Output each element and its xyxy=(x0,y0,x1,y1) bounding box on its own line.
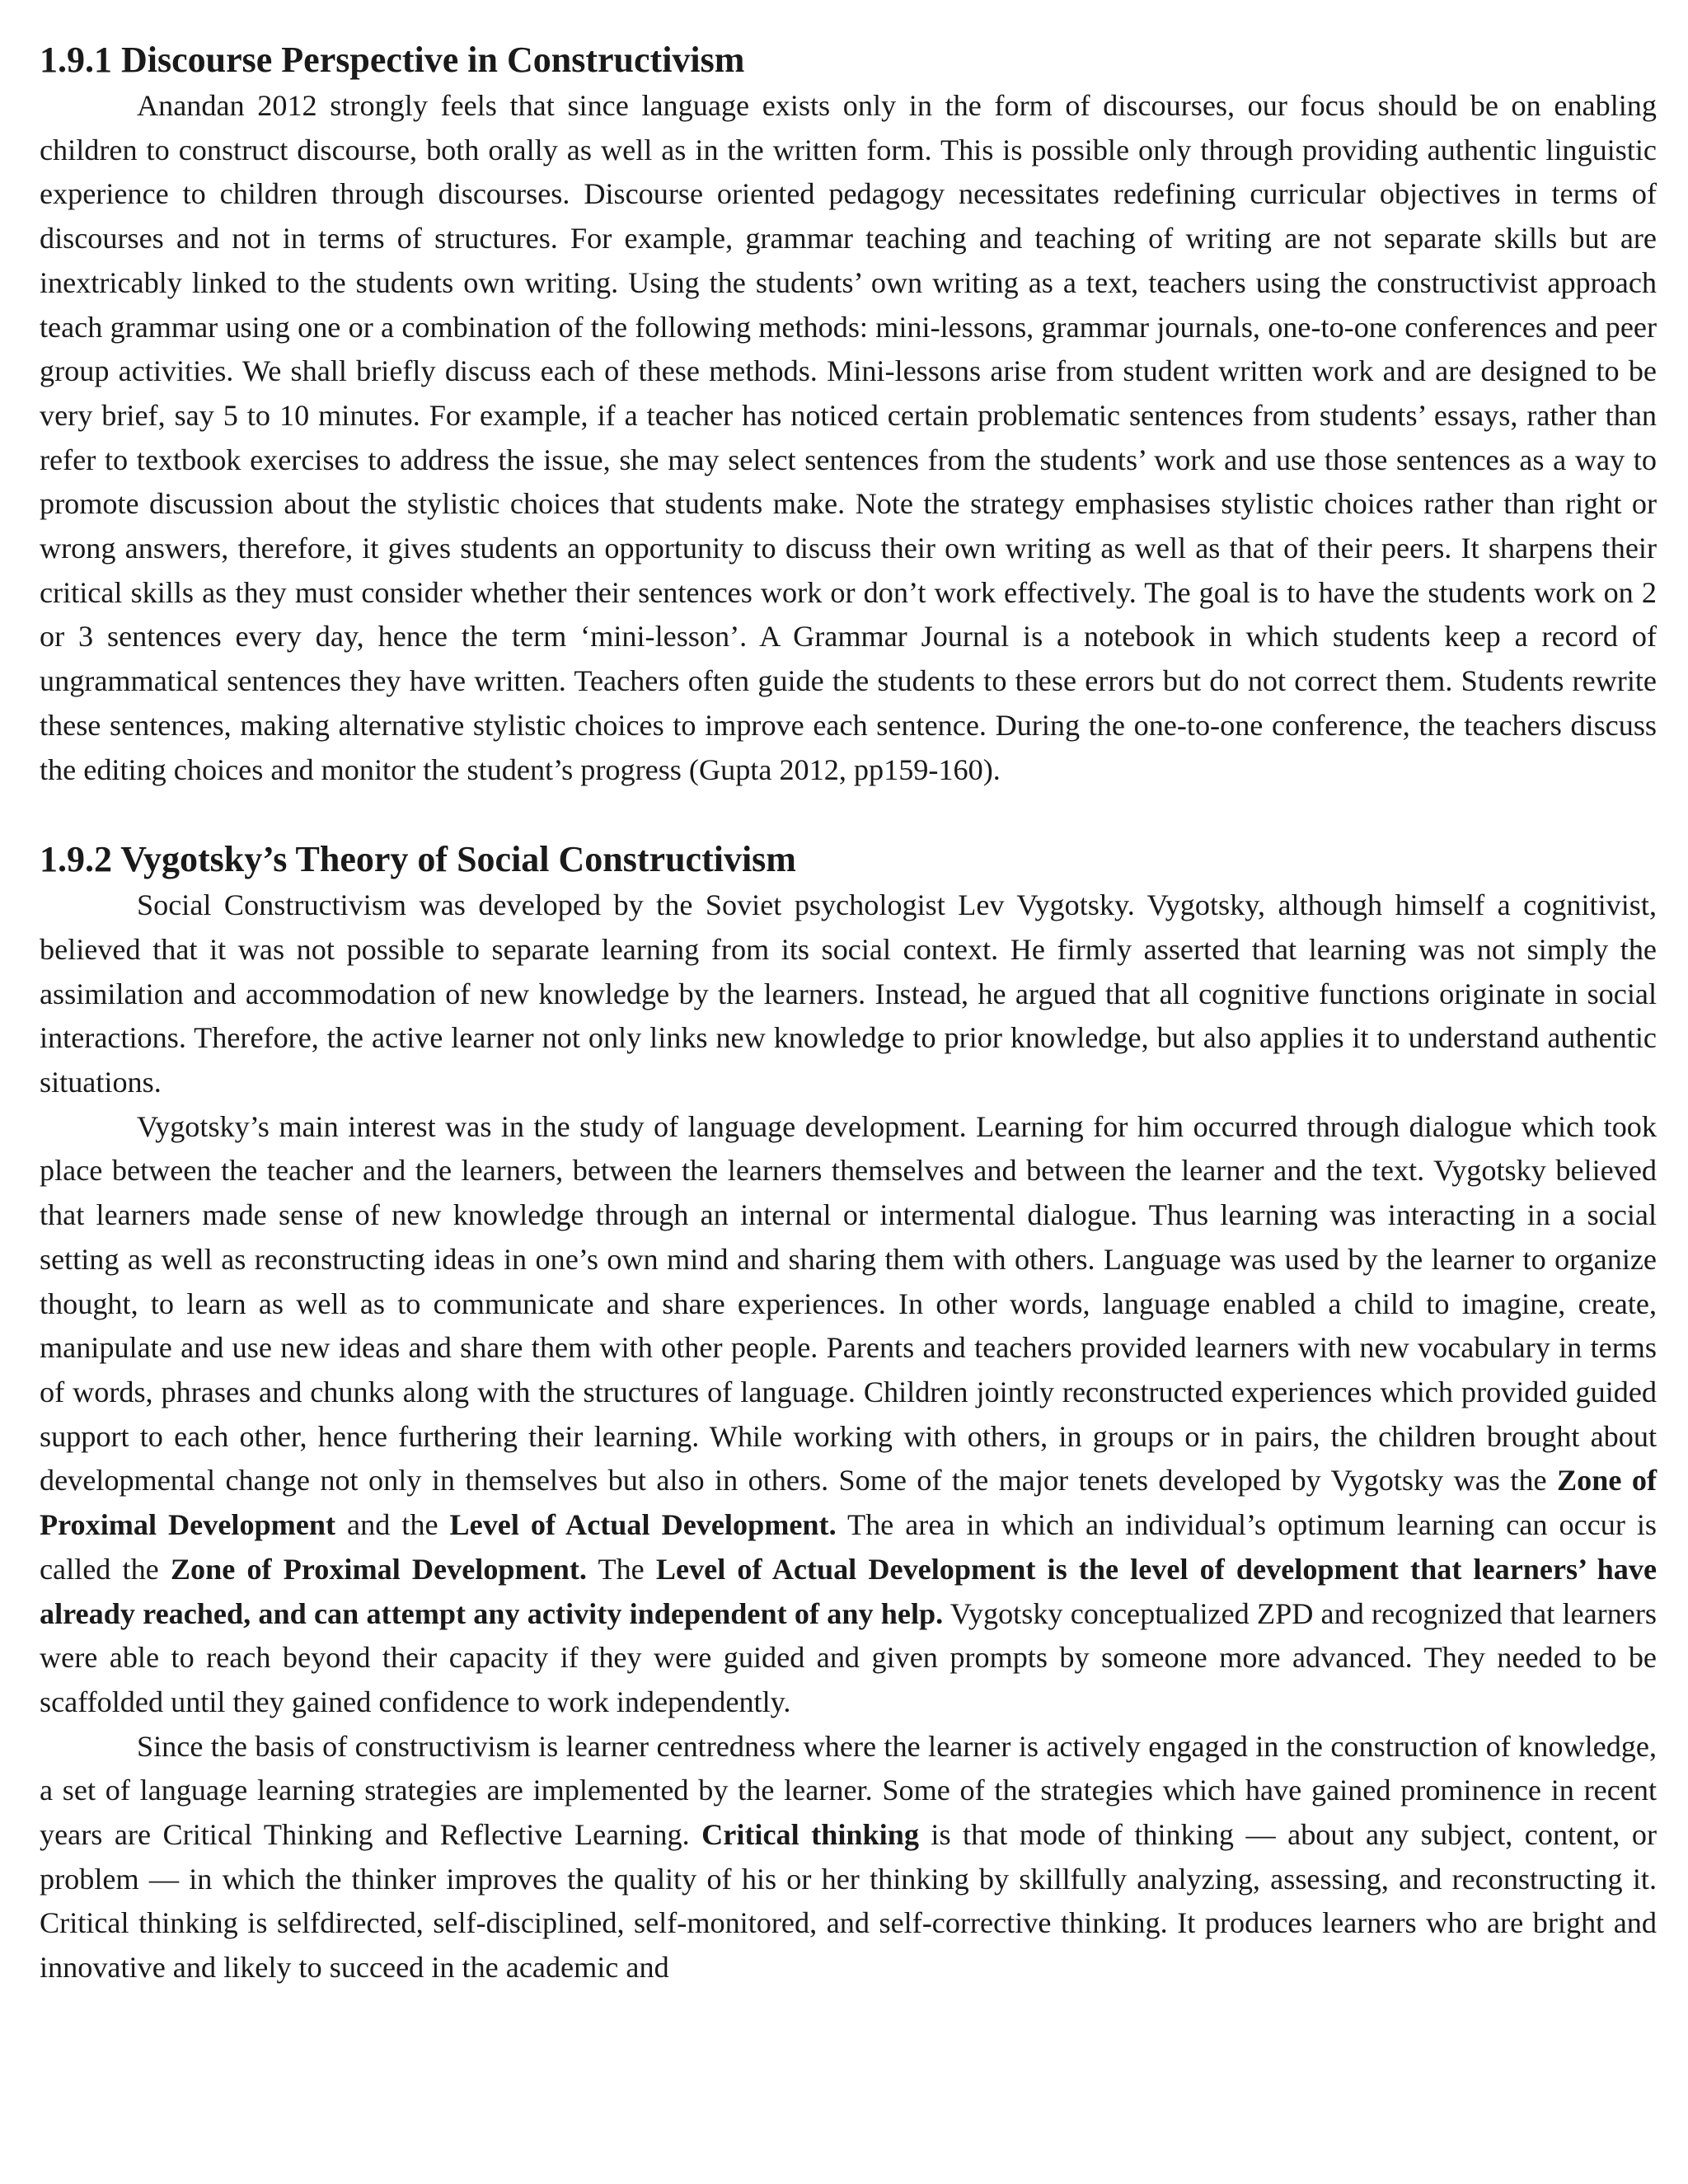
text-run: Vygotsky conceptualized ZPD and recognized that learners were able to reach beyond their capacity if they were guided and given prompts by someone more advanced. They needed to be scaffolded until they gained confidence to work independently. xyxy=(40,1596,1657,1718)
text-run: The area in which an individual’s optimum learning can occur is called the xyxy=(40,1508,1658,1586)
bold-term: Zone of Proximal Development xyxy=(40,1464,1658,1542)
section-spacer xyxy=(40,792,1657,836)
section-heading: 1.9.1 Discourse Perspective in Constructivism xyxy=(40,40,745,80)
section-social-constructivism xyxy=(40,836,1657,1990)
text-run: Social Constructivism was developed by the Soviet psychologist Lev Vygotsky. Vygotsky, although himself a cognitivist, believed that it was not possible to separate learning from its social context. He firmly asserted that learning was not simply the assimilation and accommodation of new knowledge by the learners. Instead, he argued that all cognitive functions originate in social interactions. Therefore, the active learner not only links new knowledge to prior knowledge, but also applies it to understand authentic situations. xyxy=(40,888,1657,1099)
bold-term: Critical thinking xyxy=(701,1818,919,1852)
paragraph xyxy=(40,1105,1657,1725)
text-run: The xyxy=(586,1552,656,1586)
text-run: is that mode of thinking — about any subject, content, or problem — in which the thinker improves the quality of his or her thinking by skillfully analyzing, assessing, and reconstructing it. Critical thinking is selfdirected, self-disciplined, self-monitored, and self-corrective thinking. It produces learners who are bright and innovative and likely to succeed in the academic and xyxy=(40,1818,1657,1985)
text-run: Since the basis of constructivism is learner centredness where the learner is actively engaged in the construction of knowledge, a set of language learning strategies are implemented by the learner. Some of the strategies which have gained prominence in recent years are Critical Thinking and Reflective Learning. xyxy=(40,1729,1657,1852)
paragraph xyxy=(40,1725,1657,1990)
document-page xyxy=(40,36,1657,1990)
bold-term: Zone of Proximal Development. xyxy=(170,1552,587,1586)
text-run: Vygotsky’s main interest was in the study of language development. Learning for him occurred through dialogue which took place between the teacher and the learners, between the learners themselves and between the learner and the text. Vygotsky believed that learners made sense of new knowledge through an internal or intermental dialogue. Thus learning was interacting in a social setting as well as reconstructing ideas in one’s own mind and sharing them with others. Language was used by the learner to organize thought, to learn as well as to communicate and share experiences. In other words, language enabled a child to imagine, create, manipulate and use new ideas and share them with other people. Parents and teachers provided learners with new vocabulary in terms of words, phrases and chunks along with the structures of language. Children jointly reconstructed experiences which provided guided support to each other, hence furthering their learning. While working with others, in groups or in pairs, the children brought about developmental change not only in themselves but also in others. Some of the major tenets developed by Vygotsky was the xyxy=(40,1109,1657,1497)
section-heading: 1.9.2 Vygotsky’s Theory of Social Constructivism xyxy=(40,839,796,880)
paragraph xyxy=(40,883,1657,1105)
section-discourse-perspective xyxy=(40,36,1657,792)
bold-definition: Level of Actual Development is the level of development that learners’ have already reached, and can attempt any activity independent of any help. xyxy=(40,1552,1658,1630)
bold-term: Level of Actual Development. xyxy=(449,1508,837,1542)
text-run: Anandan 2012 strongly feels that since language exists only in the form of discourses, our focus should be on enabling children to construct discourse, both orally as well as in the written form. This is possible only through providing authentic linguistic experience to children through discourses. Discourse oriented pedagogy necessitates redefining curricular objectives in terms of discourses and not in terms of structures. For example, grammar teaching and teaching of writing are not separate skills but are inextricably linked to the students own writing. Using the students’ own writing as a text, teachers using the constructivist approach teach grammar using one or a combination of the following methods: mini-lessons, grammar journals, one-to-one conferences and peer group activities. We shall briefly discuss each of these methods. Mini-lessons arise from student written work and are designed to be very brief, say 5 to 10 minutes. For example, if a teacher has noticed certain problematic sentences from students’ essays, rather than refer to textbook exercises to address the issue, she may select sentences from the students’ work and use those sentences as a way to promote discussion about the stylistic choices that students make. Note the strategy emphasises stylistic choices rather than right or wrong answers, therefore, it gives students an opportunity to discuss their own writing as well as that of their peers. It sharpens their critical skills as they must consider whether their sentences work or don’t work effectively. The goal is to have the students work on 2 or 3 sentences every day, hence the term ‘mini-lesson’. A Grammar Journal is a notebook in which students keep a record of ungrammatical sentences they have written. Teachers often guide the students to these errors but do not correct them. Students rewrite these sentences, making alternative stylistic choices to improve each sentence. During the one-to-one conference, the teachers discuss the editing choices and monitor the student’s progress (Gupta 2012, pp159-160). xyxy=(40,89,1657,786)
paragraph xyxy=(40,84,1657,792)
text-run: and the xyxy=(335,1508,450,1542)
